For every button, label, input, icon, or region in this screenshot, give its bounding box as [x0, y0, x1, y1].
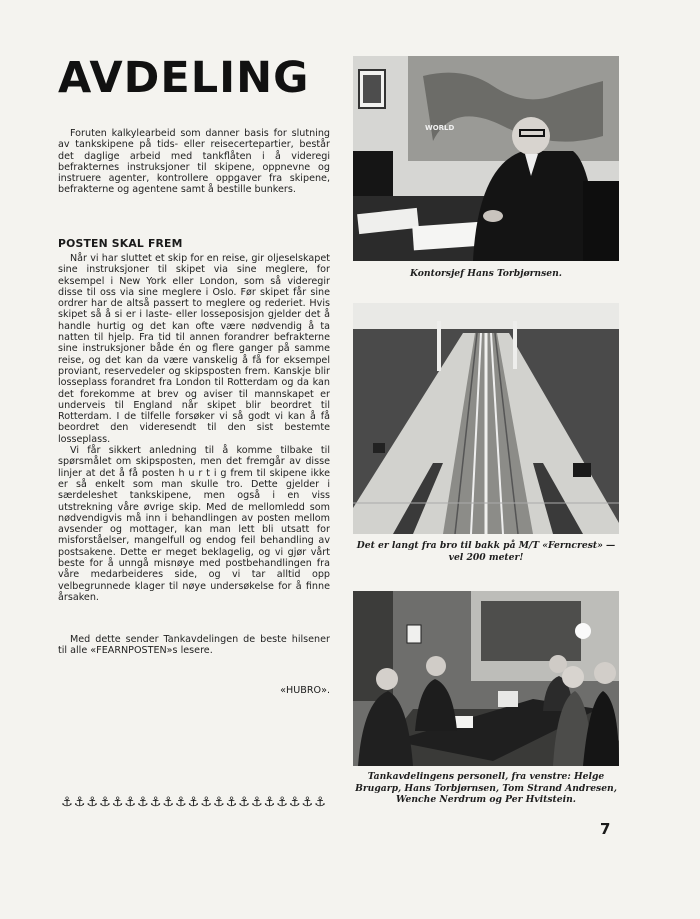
page-number: 7	[600, 820, 611, 838]
anchor-ornament-row: ⚓⚓⚓⚓⚓⚓⚓⚓⚓⚓⚓⚓⚓⚓⚓⚓⚓⚓⚓⚓⚓	[61, 795, 327, 810]
office-manager-photo	[353, 56, 619, 261]
photo-caption: Kontorsjef Hans Torbjørnsen.	[409, 268, 563, 279]
body-paragraph: Når vi har sluttet et skip for en reise, gir oljeselskapet sine instruksjoner til skipet via sine meglere, for eksempel i New York eller London, som så videregir disse til oss via sine meglere i Oslo. Før skipet får sine ordrer har de altså passert to meglere og rederiet. Hvis skipet så å si er i laste- eller losseposisjon gjelder det å handle hurtig og det kan ofte være nødvendig å ta natten til hjelp. Fra tid til annen forandrer befrakterne sine instruksjoner både én og flere ganger på samme reise, og det kan da være vanskelig å få for eksempel proviant, reservedeler og skipsposten frem. Kanskje blir losseplass forandret fra London til Rotterdam og da kan det forekomme at brev og aviser til mannskapet er underveis til England når skipet blir beordret til Rotterdam. I de tilfelle forsøker vi så godt vi kan å få beordret den videresendt til den sist bestemte losseplass.	[58, 253, 330, 445]
author-signature: «HUBRO».	[280, 685, 330, 696]
article-body	[58, 253, 330, 603]
section-subheading: POSTEN SKAL FREM	[58, 237, 183, 250]
body-paragraph: Vi får sikkert anledning til å komme tilbake til spørsmålet om skipsposten, men det fremgår av disse linjer at det å få posten h u r t i g frem til skipene ikke er så enkelt som man skulle tro. Dette gjelder i særdeleshet tankskipene, men også i en viss utstrekning våre øvrige skip. Med de mellomledd som nødvendigvis må inn i behandlingen av posten mellom avsender og mottager, kan man lett bli utsatt for misforståelser, mangelfull og endog feil behandling av postsakene. Dette er meget beklagelig, og vi gjør vårt beste for å unngå misnøye med postbehandlingen fra våre medarbeideres side, og vi tar alltid opp velbegrunnede klager til nøye undersøkelse for å finne årsaken.	[58, 445, 330, 603]
department-staff-photo	[353, 591, 619, 766]
closing-paragraph: Med dette sender Tankavdelingen de beste hilsener til alle «FEARNPOSTEN»s lesere.	[58, 634, 330, 657]
map-label: WORLD	[425, 124, 455, 132]
intro-paragraph: Foruten kalkylearbeid som danner basis for slutning av tankskipene på tids- eller reisecertepartier, består det daglige arbeid med tankflåten i å videregi befrakternes instruksjoner til skipene, oppnevne og instruere agenter, kontrollere oppgaver fra skipene, befrakterne og agentene samt å bestille bunkers.	[58, 128, 330, 196]
article-headline: AVDELING	[58, 53, 310, 103]
tanker-deck-photo	[353, 303, 619, 534]
photo-caption: Det er langt fra bro til bakk på M/T «Ferncrest» — vel 200 meter!	[356, 540, 616, 563]
photo-caption: Tankavdelingens personell, fra venstre: Helge Brugarp, Hans Torbjørnsen, Tom Strand Andresen, Wenche Nerdrum og Per Hvitstein.	[355, 771, 617, 805]
